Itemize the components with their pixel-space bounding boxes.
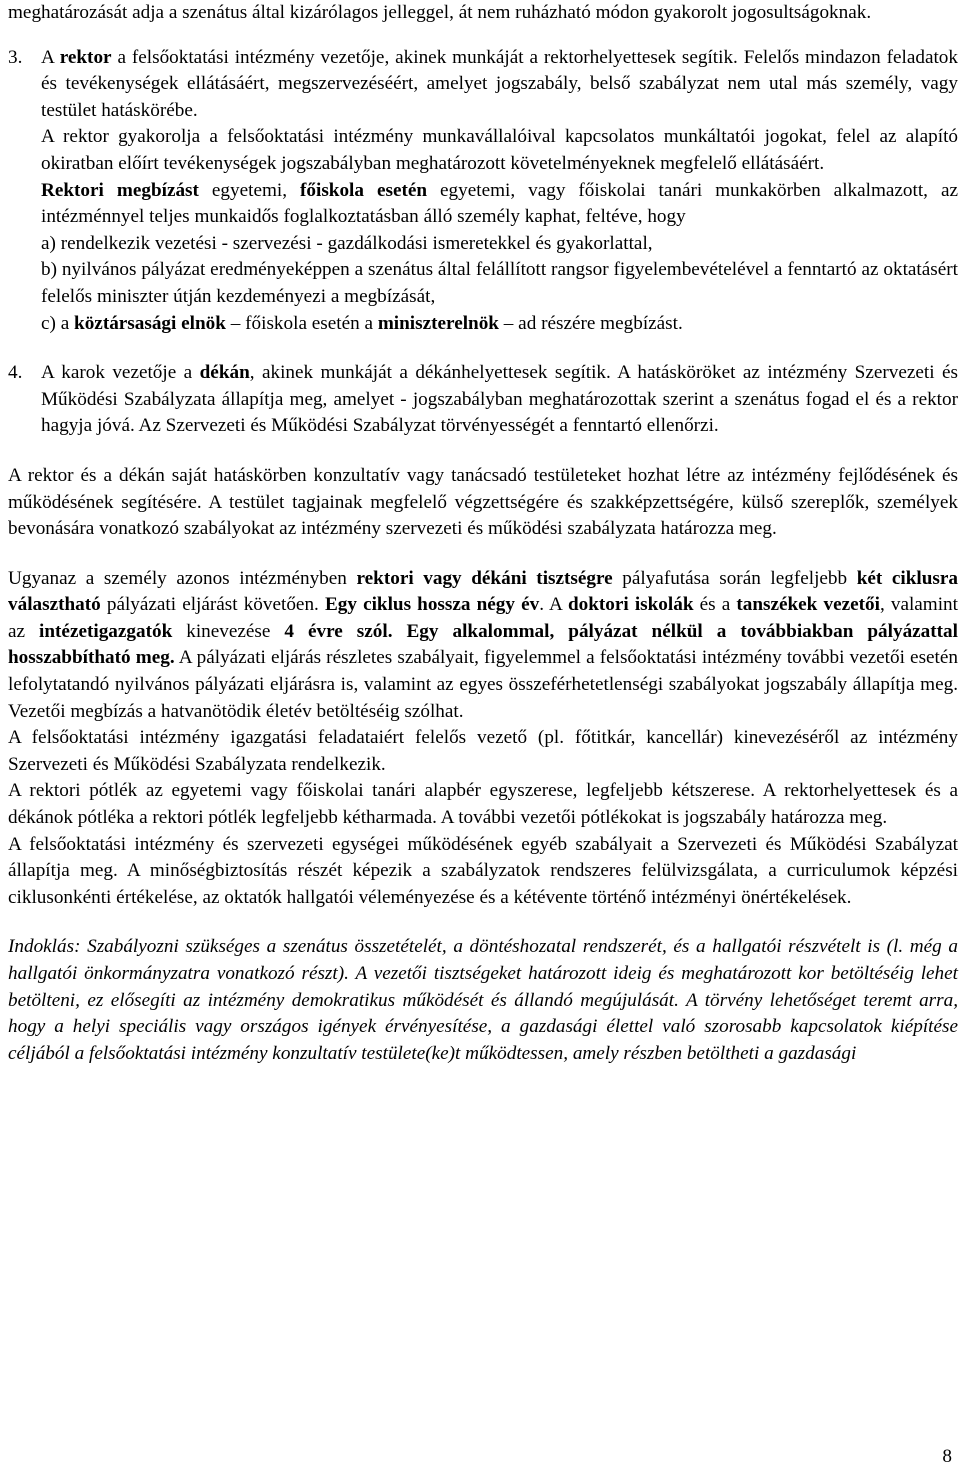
text-run: b) nyilvános pályázat eredményeképpen a szenátus által felállított rangsor figyelembevételével a fenntartó az oktatásért felelős miniszter útján kezdeményezi a megbízását,: [41, 259, 958, 307]
paragraph-ciklusok: [8, 566, 958, 726]
text-run: A felsőoktatási intézmény igazgatási feladataiért felelős vezető (pl. főtitkár, kancellár) kinevezéséről az intézmény Szervezeti és Működési Szabályzata rendelkezik.: [8, 727, 958, 775]
section-number: 4.: [8, 362, 23, 384]
text-run: egyetemi,: [198, 179, 301, 201]
text-run: és a: [693, 594, 737, 616]
text-run: kinevezése: [172, 620, 285, 642]
text-run: pályafutása során legfeljebb: [612, 567, 857, 589]
paragraph-potlek: [8, 778, 958, 831]
paragraph-rektor-jogok: [8, 124, 958, 177]
bold-text: köztársasági elnök: [74, 312, 226, 334]
text-run: A rektor gyakorolja a felsőoktatási intézmény munkavállalóival kapcsolatos munkáltatói jogokat, felel az alapító okiratban előírt tevékenységek jogszabályban meghatározott követelményeknek megfelelő ellátásáért.: [41, 126, 958, 174]
text-run: . A: [539, 594, 568, 616]
text-run: a felsőoktatási intézmény vezetője, akinek munkáját a rektorhelyettesek segítik. Felelős mindazon feladatok és tevékenységek ellátásáért, megszervezéséért, amelyet jogszabály, belső szabályzat nem utal más személy, vagy testület hatáskörébe.: [41, 46, 958, 121]
bold-text: rektori vagy dékáni tisztségre: [356, 567, 613, 589]
bold-text: Rektori megbízást: [41, 179, 199, 201]
text-run: Indoklás: Szabályozni szükséges a szenátus összetételét, a döntéshozatal rendszerét, és a hallgatói részvételt is (l. még a hallgatói önkormányzatra vonatkozó részt). A vezetői tisztségeket határozott ideig és meghatározott kor betöltéséig lehet betölteni, ez elősegíti az intézmény demokratikus működését és állandó megújulását. A törvény lehetőséget teremt arra, hogy a helyi speciális vagy országos igények érvényesítése, a gazdasági élettel való szorosabb kapcsolatok kiépítése céljából a felsőoktatási intézmény konzultatív testülete(ke)t működtessen, amely részben betöltheti a gazdasági: [8, 936, 958, 1064]
text-run: egyetemi, vagy főiskolai tanári munkakörben alkalmazott, az intézménnyel teljes munkaidős foglalkoztatásban álló személy kaphat, feltéve, hogy: [41, 179, 958, 228]
paragraph-rektori-megbizas: [8, 178, 958, 231]
list-item-a: [8, 231, 958, 258]
text-run: a) rendelkezik vezetési - szervezési - gazdálkodási ismeretekkel és gyakorlattal,: [41, 232, 653, 254]
bold-text: doktori iskolák: [567, 594, 694, 616]
bold-text: tanszékek vezetői: [736, 594, 880, 616]
paragraph-dekan: [8, 360, 958, 440]
text-run: , akinek munkáját a dékánhelyettesek segítik. A hatásköröket az intézmény Szervezeti és Működési Szabályzata állapítja meg, amelyet - jogszabályban meghatározottak szerint a szenátus fogad el és a rektor hagyja jóvá. Az Szervezeti és Működési Szabályzat törvényességét a fenntartó ellenőrzi.: [41, 362, 958, 437]
list-item-b: [8, 257, 958, 310]
bold-text: főiskola esetén: [300, 179, 428, 201]
text-run: A pályázati eljárás részletes szabályait, figyelemmel a felsőoktatási intézmény további vezetői esetén lefolytatandó nyilvános pályázati eljárásra is, valamint az egyes összeférhetetlenségi szabályokat jogszabály állapítja meg. Vezetői megbízás a hatvanötödik életév betöltéséig szólhat.: [8, 647, 958, 722]
text-run: A: [41, 46, 60, 68]
paragraph-rektor: [8, 45, 958, 125]
bold-text: Egy ciklus hossza négy év: [324, 594, 540, 616]
paragraph-intro: [8, 0, 958, 27]
paragraph-testuletek: [8, 463, 958, 543]
text-run: A rektori pótlék az egyetemi vagy főiskolai tanári alapbér egyszerese, legfeljebb kétszerese. A rektorhelyettesek és a dékánok pótléka a rektori pótlék legfeljebb kétharmada. A további vezetői pótlékokat is jogszabály határozza meg.: [8, 780, 958, 829]
text-run: c) a: [41, 312, 75, 334]
page-number: 8: [942, 1446, 952, 1467]
paragraph-indoklas: [8, 934, 958, 1067]
text-run: , valamint az: [8, 594, 958, 642]
list-item-c: [8, 311, 958, 338]
text-run: A rektor és a dékán saját hatáskörben konzultatív vagy tanácsadó testületeket hozhat létre az intézmény fejlődésének és működésének segítésére. A testület tagjainak megfelelő végzettségére és szakképzettségére, külső szereplők, személyek bevonására vonatkozó szabályokat az intézmény szervezeti és működési szabályzata határozza meg.: [8, 464, 958, 540]
bold-text: 4 évre szól. Egy alkalommal, pályázat nélkül a továbbiakban pályázattal hosszabbítható meg.: [8, 620, 958, 669]
bold-text: intézetigazgatók: [39, 620, 173, 642]
text-run: – ad részére megbízást.: [498, 312, 683, 334]
section-number: 3.: [8, 46, 23, 68]
text-run: A felsőoktatási intézmény és szervezeti egységei működésének egyéb szabályait a Szervezeti és Működési Szabályzat állapítja meg. A minőségbiztosítás részét képezik a szabályzatok rendszeres felülvizsgálata, a curriculumok képzési ciklusonkénti értékelése, az oktatók hallgatói véleményezése és a kétévente történő intézményi önértékelések.: [8, 833, 958, 908]
bold-text: két ciklusra választható: [8, 567, 958, 616]
text-run: meghatározását adja a szenátus által kizárólagos jelleggel, át nem ruházható módon gyakorolt jogosultságoknak.: [8, 2, 872, 23]
document-page: [8, 0, 958, 1067]
text-run: A karok vezetője a: [41, 362, 200, 384]
text-run: Ugyanaz a személy azonos intézményben: [8, 567, 357, 589]
bold-text: miniszterelnök: [377, 312, 499, 334]
paragraph-igazgatas: [8, 725, 958, 778]
text-run: pályázati eljárást követően.: [100, 594, 325, 616]
text-run: – főiskola esetén a: [225, 312, 378, 334]
bold-text: dékán: [199, 362, 250, 384]
paragraph-minosegbiztositas: [8, 832, 958, 912]
bold-text: rektor: [59, 46, 112, 68]
